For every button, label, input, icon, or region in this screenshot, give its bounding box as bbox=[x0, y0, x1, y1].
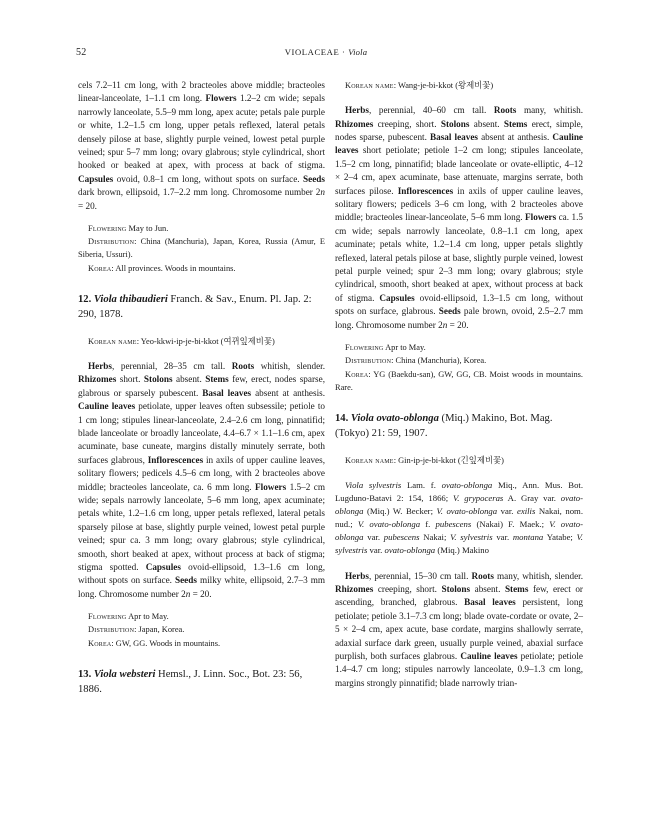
species-description: Herbs, perennial, 40–60 cm tall. Roots many, whitish. Rhizomes creeping, short. Stolons absent. Stems erect, simple, nodes sparse, pubescent. Basal leaves absent at anthesis. Cauline leaves short petiolate; petiole 1–2 cm long; stipules lanceolate, 1.5–2 cm long, pinnatifid; blade lanceolate or ovate-elliptic, 4–12 × 2–4 cm, apex acuminate, base attenuate, margins serrate, both surfaces pilose. Inflorescences in axils of upper cauline leaves, solitary flowers; pedicels 3–6 cm long, with 2 bracteoles above middle; bracteoles linear-lanceolate, 5–6 mm long. Flowers ca. 1.5 cm wide; sepals narrowly lanceolate, 0.8–1.1 cm long, apex acuminate; petals white, 1.2–1.4 cm long, upper petals slightly reflexed, lateral petals pilose at base, slightly purple veined, lowest petal purple veined; spur 2–3 mm long; ovary glabrous; style cylindrical, smooth, short beaked at apex, without process at back of stigma. Capsules ovoid-ellipsoid, 1.3–1.5 cm long, without spots on surface, glabrous. Seeds pale brown, ovoid, 2.5–2.7 mm long. Chromosome number 2n = 20. bbox=[335, 105, 584, 330]
species-name: Viola websteri bbox=[93, 668, 156, 680]
page-number: 52 bbox=[76, 47, 87, 58]
species-number: 14. bbox=[335, 412, 351, 424]
korean-name-value: : Yeo-kkwi-ip-je-bi-kkot (여뀌잎제비꽃) bbox=[136, 336, 275, 346]
korean-name-line bbox=[335, 79, 583, 92]
running-header-genus: Viola bbox=[348, 47, 368, 57]
flowering-line bbox=[78, 610, 325, 623]
korean-name-label: Korean name bbox=[88, 336, 137, 346]
distribution-value: : China (Manchuria), Japan, Korea, Russia (Amur, E Siberia, Ussuri). bbox=[78, 237, 325, 260]
distribution-value: : China (Manchuria), Korea. bbox=[391, 356, 487, 366]
species-name: Viola thibaudieri bbox=[93, 293, 168, 305]
flowering-label: Flowering bbox=[88, 224, 127, 234]
korea-label: Korea bbox=[88, 638, 112, 648]
korean-name-line bbox=[335, 454, 583, 467]
flowering-value: May to Jun. bbox=[126, 224, 169, 234]
left-column bbox=[78, 79, 325, 698]
flowering-value: Apr to May. bbox=[126, 612, 169, 622]
korean-name-value: : Wang-je-bi-kkot (왕제비꽃) bbox=[393, 81, 494, 90]
korean-name-value: : Gin-ip-je-bi-kkot (긴잎제비꽃) bbox=[393, 455, 504, 465]
flowering-value: Apr to May. bbox=[383, 343, 426, 353]
distribution-line bbox=[335, 354, 583, 367]
species-authority: Franch. & Sav., Enum. Pl. Jap. 2: 290, 1878. bbox=[78, 293, 312, 321]
species-description: Herbs, perennial, 28–35 cm tall. Roots whitish, slender. Rhizomes short. Stolons absent. Stems few, erect, nodes sparse, glabrous or sparsely pubescent. Basal leaves absent at anthesis. Cauline leaves petiolate, upper leaves often subsessile; petiole to 1 cm long; stipules linear-lanceolate, 2.4–2.6 cm long, pinnatifid; blade lanceolate or broadly lanceolate, 4.4–6.7 × 1.1–1.6 cm, apex acuminate, base cuneate, margins distally minutely serrate, both surfaces glabrous, Inflorescences in axils of upper cauline leaves, solitary flowers; pedicels 4.5–6 cm long, with 2 bracteoles above middle; bracteoles lanceolate, ca. 6 mm long. Flowers 1.5–2 cm wide; sepals narrowly lanceolate, 5–6 mm long, apex acuminate; petals white, 1.2–1.6 cm long, upper petals reflexed, lateral petals sparsely pilose at base, slightly purple veined, lowest petal purple veined; spur ca. 3 mm long; ovary glabrous; style cylindrical, smooth, short beaked at apex, without process at back of stigma; stigma spotted. Capsules ovoid-ellipsoid, 1.3–1.6 cm long, without spots on surface. Seeds milky white, ellipsoid, 2.7–3 mm long. Chromosome number 2n = 20. bbox=[78, 360, 326, 599]
korea-value: : YG (Baekdu-san), GW, GG, CB. Moist woods in mountains. Rare. bbox=[335, 369, 583, 392]
species-authority: (Miq.) Makino, Bot. Mag. (Tokyo) 21: 59, 1907. bbox=[335, 412, 553, 440]
species-heading-13 bbox=[78, 667, 325, 698]
running-header-family: VIOLACEAE bbox=[284, 47, 340, 57]
species-name: Viola ovato-oblonga bbox=[350, 412, 439, 424]
species-heading-12 bbox=[78, 292, 325, 323]
flowering-line bbox=[335, 341, 583, 354]
korean-name-label: Korean name bbox=[345, 81, 394, 90]
korea-line bbox=[335, 368, 583, 394]
korean-name-label: Korean name bbox=[345, 455, 394, 465]
species-authority: Hemsl., J. Linn. Soc., Bot. 23: 56, 1886. bbox=[78, 668, 303, 696]
distribution-line bbox=[78, 623, 325, 636]
distribution-line bbox=[78, 235, 325, 261]
distribution-label: Distribution bbox=[345, 356, 392, 366]
korea-label: Korea bbox=[345, 369, 369, 379]
running-header bbox=[0, 47, 652, 57]
korea-value: : GW, GG. Woods in mountains. bbox=[111, 638, 221, 648]
distribution-value: : Japan, Korea. bbox=[134, 625, 185, 635]
species-description: Herbs, perennial, 15–30 cm tall. Roots many, whitish, slender. Rhizomes creeping, short. Stolons absent. Stems few, erect or ascending, branched, glabrous. Basal leaves persistent, long petiolate; petiole 3.1–7.3 cm long; blade ovate-cordate or ovate, 2–5 × 2–4 cm, apex acute, base cordate, margins shallowly serrate, adaxial surface dark green, usually purple veined, abaxial surface purplish, both surfaces glabrous. Cauline leaves petiolate; petiole 1.4–4.7 cm long; stipules narrowly lanceolate, 0.9–1.3 cm long, margins strongly pinnatifid; blade narrowly trian- bbox=[335, 570, 584, 688]
korea-line bbox=[78, 637, 325, 650]
flowering-label: Flowering bbox=[345, 343, 384, 353]
korea-line bbox=[78, 262, 325, 275]
korean-name-line bbox=[78, 335, 325, 348]
distribution-label: Distribution bbox=[88, 237, 135, 247]
right-column bbox=[335, 79, 583, 690]
flowering-label: Flowering bbox=[88, 612, 127, 622]
species-number: 12. bbox=[78, 293, 94, 305]
korea-value: : All provinces. Woods in mountains. bbox=[111, 263, 236, 273]
continued-description: cels 7.2–11 cm long, with 2 bracteoles above middle; bracteoles linear-lanceolate, 1–1.1 cm long. Flowers 1.2–2 cm wide; sepals narrowly lanceolate, 5.5–9 mm long, apex acute; petals pale purple or white, 1.2–1.5 cm long, upper petals reflexed, lateral petals densely pilose at base, slightly purple veined, lowest petal purple veined; spur 5–7 mm long; ovary glabrous; style cylindrical, short hooked or beaked at apex, with process at back of stigma. Capsules ovoid, 0.8–1 cm long, without spots on surface. Seeds dark brown, ellipsoid, 1.7–2.2 mm long. Chromosome number 2n = 20. bbox=[78, 80, 325, 211]
running-header-separator: · bbox=[339, 47, 349, 57]
distribution-label: Distribution bbox=[88, 625, 135, 635]
synonymy: Viola sylvestris Lam. f. ovato-oblonga Miq., Ann. Mus. Bot. Lugduno-Batavi 2: 154, 1866; V. grypoceras A. Gray var. ovato-oblonga (Miq.) W. Becker; V. ovato-oblonga var. exilis Nakai, nom. nud.; V. ovato-oblonga f. pubescens (Nakai) F. Maek.; V. ovato-oblonga var. pubescens Nakai; V. sylvestris var. montana Yatabe; V. sylvestris var. ovato-oblonga (Miq.) Makino bbox=[335, 479, 583, 556]
flowering-line bbox=[78, 222, 325, 235]
species-heading-14 bbox=[335, 411, 583, 442]
korea-label: Korea bbox=[88, 263, 112, 273]
species-number: 13. bbox=[78, 668, 94, 680]
